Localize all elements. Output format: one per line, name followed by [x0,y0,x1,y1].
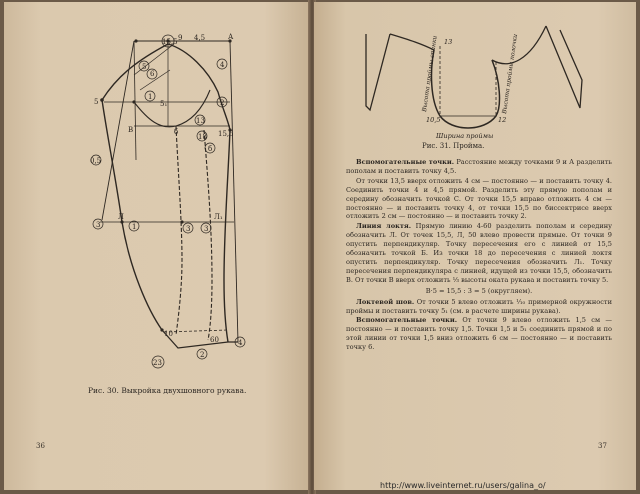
label-0-5: 0,5 [90,157,102,165]
label-3-left: 3 [96,221,101,229]
figure-30-caption: Рис. 30. Выкройка двухшовного рукава. [88,386,247,395]
term-4: Локтевой шов. [356,297,415,306]
label-top-9: 9 [178,34,183,42]
armhole-figure [360,20,588,140]
inner-seam-right [204,130,212,340]
paragraph-4 [346,298,612,316]
front-outline [546,26,582,108]
construction-line-right [230,41,238,342]
label-5i: 5₁ [160,100,168,108]
page-number-left: 36 [36,442,45,450]
term-1: Вспомогательные точки. [356,158,455,166]
label-1-center: 1 [132,223,137,231]
label-10-5: 10,5 [426,116,441,124]
label-2: 2 [220,99,225,107]
label-b-lower: б [174,128,179,136]
paragraph-1 [346,158,612,176]
paragraph-5 [346,316,612,352]
back-seam-line [224,130,230,342]
label-top-a: А [228,33,234,41]
label-width: Ширина проймы [436,132,494,140]
sleeve-cap-curve [102,44,230,130]
left-page [4,2,310,490]
label-1: 1 [148,93,153,101]
label-60: 60 [210,336,219,344]
label-5: 5 [142,63,147,71]
label-3-mid: 3 [186,225,191,233]
label-l: Л [118,213,124,221]
figure-31-caption: Рис. 31. Пройма. [422,142,485,150]
paragraph-3 [346,222,612,284]
label-5-left: 5 [94,98,99,106]
label-18: 18 [198,133,207,141]
hem-dashed [164,330,228,332]
paragraph-2: От точки 13,5 вверх отложить 4 см — постоянно — и поставить точку 4. Соединить точки 4 и 4,5 прямой. Разделить эту прямую пополам и середину обозначить точкой С. От точки 15,5 вправо отложить 4 см — постоянно — и поставить точку 4, от точки 15,5 по биссектрисе вверх отложить 2 см — постоянно — и поставить точку 2. [346,176,612,221]
label-top-4-5: 4,5 [194,34,206,42]
front-seam-line [102,100,162,330]
diagonal-line-2 [140,70,170,90]
label-vis-spinki: Высота проймы спинки [421,35,439,113]
label-top-15-5: 15,5 [162,38,178,46]
watermark-url: http://www.liveinternet.ru/users/galina_o/ [380,481,546,490]
back-shoulder [390,34,434,50]
formula: В·5 = 15,5 : 3 = 5 (округляем). [425,286,533,295]
label-10: 10 [164,330,173,338]
sleeve-pattern-figure [78,30,264,370]
label-4: 4 [220,61,225,69]
term-3: Линия локтя. [356,222,412,231]
label-12: 12 [498,116,507,124]
body-text [346,158,612,353]
term-5: Вспомогательные точки. [356,316,458,325]
label-15-5-right: 15,5 [218,130,234,138]
label-b-small: б [208,145,213,153]
back-outline [366,34,390,110]
front-shoulder [492,26,546,64]
text-3: Прямую линию 4-60 разделить пополам и середину обозначить Л. От точек 15,5, Л, 50 влево провести прямые. От точки 9 опустить перпендикуляр. Точку пересечения его с линией от 15,5 обозначить точкой Б. Из точки 18 до пересечения с линией локтя опустить перпендикуляр. Точку пересечения обозначить Л₁. Точку пересечения перпендикуляра с линией, идущей из точки 15,5, обозначить В. От точки В вверх отложить ⅓ высоты оката рукава и поставить точку 5. [346,222,613,284]
text-4: От точки 5 влево отложить ⅒ примерной окружности проймы и поставить точку 5₁ (см. в расчете ширины рукава). [346,297,612,315]
label-b-upper: В [128,126,134,134]
label-l1: Л₁ [214,213,223,221]
page-number-right: 37 [598,442,607,450]
label-4-bottom: 4 [238,339,243,347]
text-5: От точки 9 влево отложить 1,5 см — постоянно — и поставить точку 1,5. Точки 1,5 и 5₁ соединить прямой и по этой линии от точки 1,5 вниз отложить 6 см — постоянно — и поставить точку 6. [346,316,612,352]
label-13-right: 13 [196,117,205,125]
label-23: 23 [153,359,162,367]
label-vis-polochki: Высота проймы полочки [501,33,520,115]
label-13: 13 [444,38,453,46]
right-page [314,2,636,490]
label-2-bottom: 2 [200,351,205,359]
label-6: 6 [150,70,155,78]
label-3-right: 3 [204,225,209,233]
text-1: Расстояние между точками 9 и А разделить пополам и поставить точку 4,5. [346,158,612,175]
inner-seam-left [176,126,182,335]
